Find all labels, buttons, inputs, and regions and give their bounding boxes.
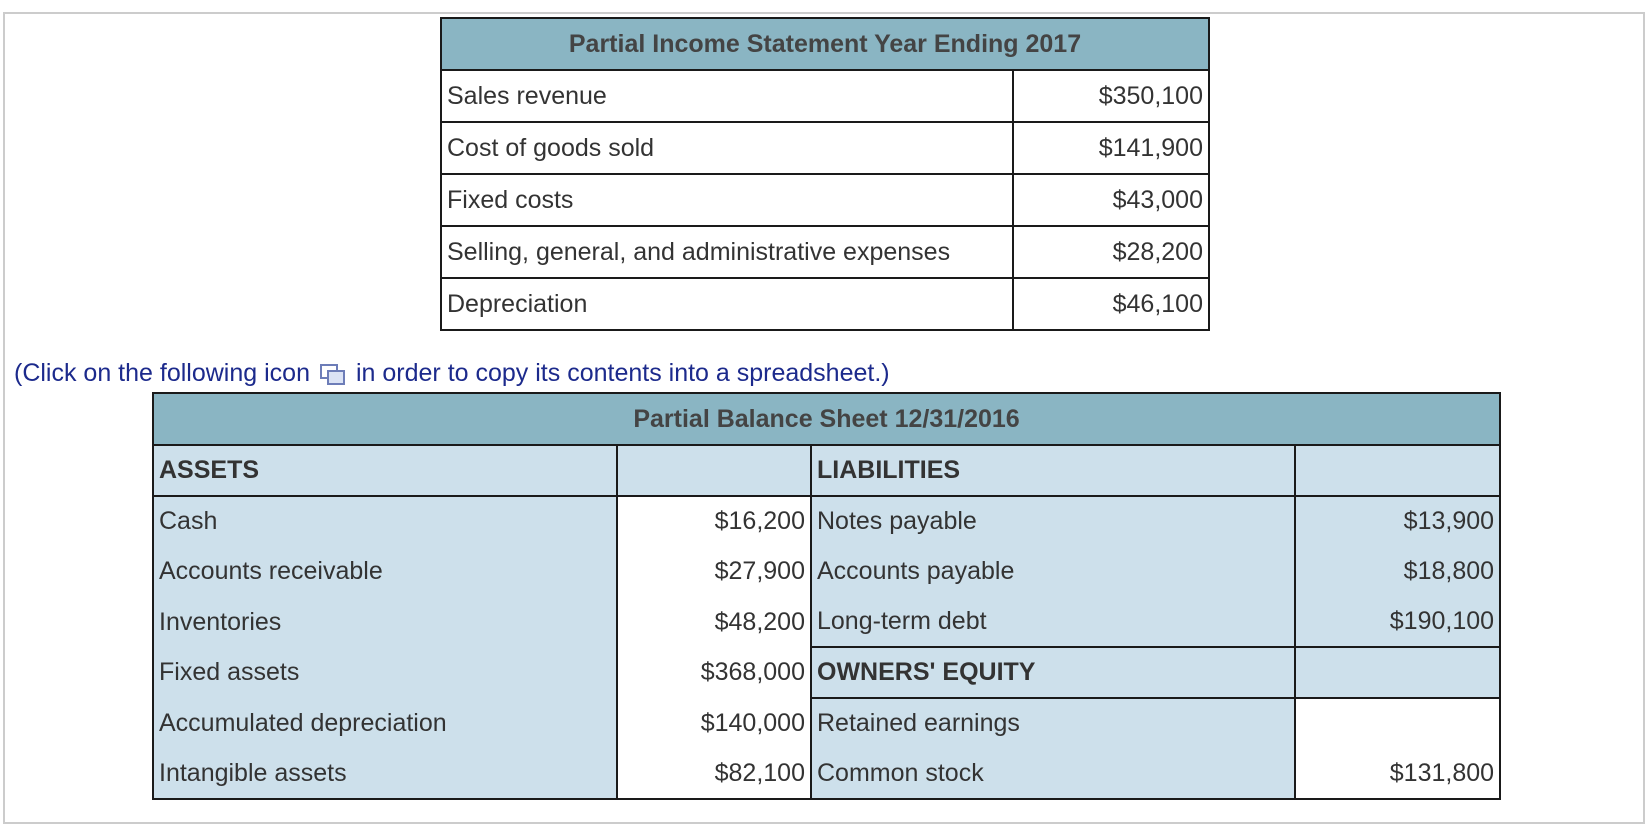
income-row-value: $350,100 (1013, 70, 1209, 122)
asset-label: Accounts receivable (153, 546, 617, 597)
balance-sheet-table (152, 392, 1501, 800)
income-statement-table (440, 17, 1210, 331)
equity-value (1295, 698, 1500, 749)
asset-label: Cash (153, 496, 617, 547)
asset-value: $82,100 (617, 749, 811, 800)
table-row (441, 70, 1209, 122)
table-row (441, 122, 1209, 174)
balance-sheet-title: Partial Balance Sheet 12/31/2016 (153, 393, 1500, 445)
instruction-text-before: (Click on the following icon (14, 359, 310, 387)
income-row-label: Sales revenue (441, 70, 1013, 122)
income-row-value: $43,000 (1013, 174, 1209, 226)
equity-header: OWNERS' EQUITY (811, 647, 1295, 698)
copy-spreadsheet-icon[interactable] (318, 362, 344, 384)
asset-value: $140,000 (617, 698, 811, 749)
equity-label: Retained earnings (811, 698, 1295, 749)
income-row-label: Depreciation (441, 278, 1013, 330)
table-row (441, 278, 1209, 330)
equity-header-value-cell (1295, 647, 1500, 698)
income-row-label: Fixed costs (441, 174, 1013, 226)
table-row (153, 698, 1500, 749)
income-statement-title: Partial Income Statement Year Ending 2017 (441, 18, 1209, 70)
table-row (153, 597, 1500, 648)
income-row-value: $141,900 (1013, 122, 1209, 174)
asset-value: $16,200 (617, 496, 811, 547)
income-statement-header-row (441, 18, 1209, 70)
table-row (153, 647, 1500, 698)
liability-label: Accounts payable (811, 546, 1295, 597)
liability-label: Long-term debt (811, 597, 1295, 648)
asset-label: Inventories (153, 597, 617, 648)
equity-value: $131,800 (1295, 749, 1500, 800)
assets-header: ASSETS (153, 445, 617, 496)
table-row (153, 496, 1500, 547)
asset-label: Intangible assets (153, 749, 617, 800)
balance-sheet-header-row (153, 393, 1500, 445)
liability-value: $190,100 (1295, 597, 1500, 648)
table-row (153, 546, 1500, 597)
asset-value: $27,900 (617, 546, 811, 597)
liability-value: $13,900 (1295, 496, 1500, 547)
liability-value: $18,800 (1295, 546, 1500, 597)
table-row (153, 749, 1500, 800)
table-row (441, 174, 1209, 226)
table-row (441, 226, 1209, 278)
asset-label: Fixed assets (153, 647, 617, 698)
copy-instruction (14, 359, 890, 388)
income-row-value: $46,100 (1013, 278, 1209, 330)
instruction-text-after: in order to copy its contents into a spreadsheet.) (355, 359, 890, 387)
liabilities-header-value-cell (1295, 445, 1500, 496)
asset-value: $48,200 (617, 597, 811, 648)
income-row-label: Selling, general, and administrative expenses (441, 226, 1013, 278)
asset-label: Accumulated depreciation (153, 698, 617, 749)
liability-label: Notes payable (811, 496, 1295, 547)
liabilities-header: LIABILITIES (811, 445, 1295, 496)
income-row-value: $28,200 (1013, 226, 1209, 278)
balance-section-header-row (153, 445, 1500, 496)
asset-value: $368,000 (617, 647, 811, 698)
income-row-label: Cost of goods sold (441, 122, 1013, 174)
assets-header-value-cell (617, 445, 811, 496)
equity-label: Common stock (811, 749, 1295, 800)
